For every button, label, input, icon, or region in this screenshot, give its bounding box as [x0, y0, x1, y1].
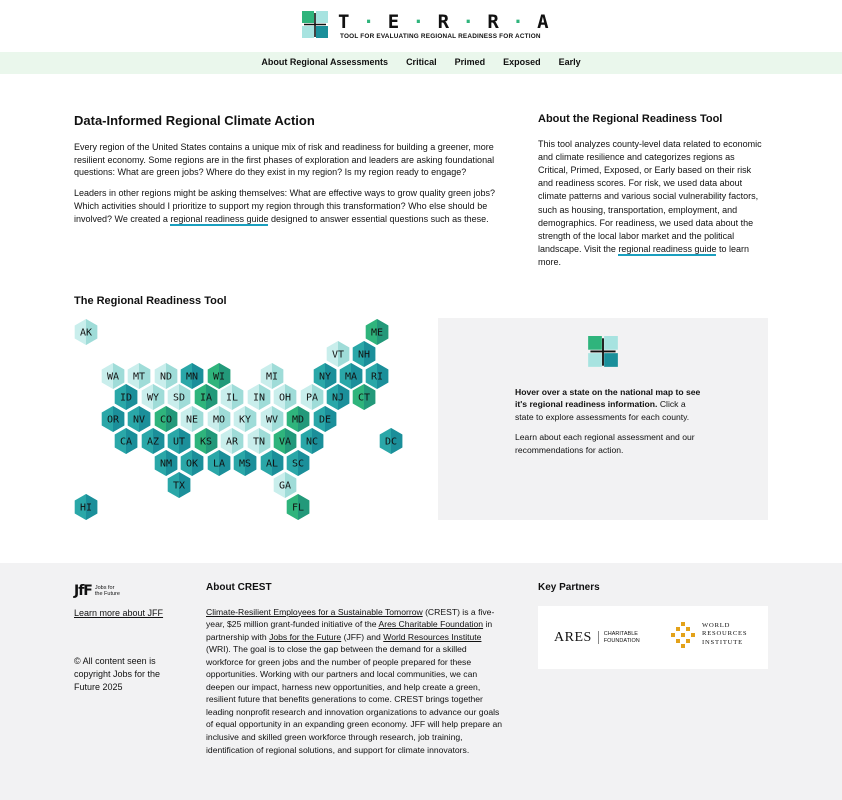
terra-wordmark: T · E · R · R · A	[338, 11, 550, 33]
state-label: VT	[331, 349, 345, 361]
state-wi[interactable]	[208, 363, 231, 389]
state-ms[interactable]	[234, 450, 257, 476]
state-ak[interactable]	[75, 319, 98, 345]
regional-readiness-guide-link[interactable]: regional readiness guide	[170, 213, 269, 224]
state-ma[interactable]	[340, 363, 363, 389]
state-ri[interactable]	[366, 363, 389, 389]
state-label: NY	[318, 371, 332, 383]
state-label: OK	[185, 458, 199, 470]
state-label: MI	[265, 371, 279, 383]
state-tx[interactable]	[168, 472, 191, 498]
state-label: AK	[79, 327, 93, 339]
state-label: NH	[357, 349, 371, 361]
state-nh[interactable]	[353, 341, 376, 367]
state-label: MO	[212, 414, 226, 426]
nav-primed[interactable]: Primed	[454, 57, 486, 68]
terra-logo-icon[interactable]	[302, 11, 328, 39]
state-la[interactable]	[208, 450, 231, 476]
state-hi[interactable]	[75, 494, 98, 520]
state-mn[interactable]	[181, 363, 204, 389]
state-label: VA	[278, 436, 292, 448]
nav-about-regional-assessments[interactable]: About Regional Assessments	[261, 57, 389, 68]
state-label: WY	[146, 392, 160, 404]
state-label: PA	[305, 392, 319, 404]
about-tool-title: About the Regional Readiness Tool	[538, 113, 723, 125]
state-nv[interactable]	[128, 406, 151, 432]
state-al[interactable]	[261, 450, 284, 476]
state-label: UT	[172, 436, 186, 448]
info-panel	[438, 318, 768, 520]
state-dc[interactable]	[380, 428, 403, 454]
intro-section	[74, 112, 504, 233]
state-id[interactable]	[115, 384, 138, 410]
key-partners-title: Key Partners	[538, 582, 600, 593]
state-label: OR	[106, 414, 120, 426]
site-footer	[0, 563, 842, 800]
state-label: KY	[238, 414, 252, 426]
state-label: DE	[318, 414, 332, 426]
state-ks[interactable]	[195, 428, 218, 454]
main-nav	[0, 52, 842, 74]
state-oh[interactable]	[274, 384, 297, 410]
partner-logos	[538, 606, 768, 669]
map-title: The Regional Readiness Tool	[74, 295, 227, 307]
state-label: NJ	[331, 392, 345, 404]
state-wa[interactable]	[102, 363, 125, 389]
state-ky[interactable]	[234, 406, 257, 432]
hex-map	[68, 314, 413, 524]
state-in[interactable]	[248, 384, 271, 410]
intro-paragraph-1: Every region of the United States contains a unique mix of risk and readiness for building a greener, more resilient economy. Some regions are in the first phases of exploration and leaders are asking foundational questions: What are green jobs? Where do they exist in my region? Is my region ready to engage?	[74, 141, 495, 178]
state-nj[interactable]	[327, 384, 350, 410]
hex-map-svg	[68, 314, 413, 524]
about-tool-section	[538, 112, 766, 269]
state-pa[interactable]	[301, 384, 324, 410]
state-label: MA	[344, 371, 358, 383]
state-vt[interactable]	[327, 341, 350, 367]
intro-title: Data-Informed Regional Climate Action	[74, 113, 315, 128]
state-label: ND	[159, 371, 173, 383]
learn-more-jff	[74, 607, 163, 620]
jff-link[interactable]: Jobs for the Future	[269, 631, 342, 642]
state-mi[interactable]	[261, 363, 284, 389]
state-label: WV	[265, 414, 279, 426]
terra-tagline: TOOL FOR EVALUATING REGIONAL READINESS FOR ACTION	[340, 33, 541, 40]
state-label: AR	[225, 436, 239, 448]
state-label: GA	[278, 480, 292, 492]
site-header	[0, 0, 842, 52]
state-sc[interactable]	[287, 450, 310, 476]
state-label: ME	[370, 327, 384, 339]
crest-link[interactable]: Climate-Resilient Employees for a Sustainable Tomorrow	[206, 606, 423, 617]
state-mt[interactable]	[128, 363, 151, 389]
state-nm[interactable]	[155, 450, 178, 476]
state-label: WA	[106, 371, 120, 383]
state-label: NC	[305, 436, 319, 448]
state-label: LA	[212, 458, 226, 470]
state-ia[interactable]	[195, 384, 218, 410]
state-tn[interactable]	[248, 428, 271, 454]
state-label: IA	[199, 392, 213, 404]
learn-more-jff-link[interactable]: Learn more about JFF	[74, 608, 164, 618]
state-label: AL	[265, 458, 279, 470]
state-sd[interactable]	[168, 384, 191, 410]
state-fl[interactable]	[287, 494, 310, 520]
state-label: CT	[357, 392, 371, 404]
state-va[interactable]	[274, 428, 297, 454]
state-label: MS	[238, 458, 252, 470]
wri-link[interactable]: World Resources Institute	[383, 631, 482, 642]
state-ny[interactable]	[314, 363, 337, 389]
about-tool-guide-link[interactable]: regional readiness guide	[618, 243, 717, 254]
wri-logo[interactable]: WORLD RESOURCES INSTITUTE	[670, 622, 754, 648]
state-mo[interactable]	[208, 406, 231, 432]
copyright-text: © All content seen is copyright Jobs for the Future 2025	[74, 656, 161, 693]
state-label: OH	[278, 392, 292, 404]
state-label: DC	[384, 436, 398, 448]
state-de[interactable]	[314, 406, 337, 432]
state-co[interactable]	[155, 406, 178, 432]
nav-critical[interactable]: Critical	[406, 57, 437, 68]
state-label: RI	[370, 371, 384, 383]
state-nc[interactable]	[301, 428, 324, 454]
state-label: TN	[252, 436, 266, 448]
state-label: IL	[225, 392, 239, 404]
state-label: ID	[119, 392, 133, 404]
state-ct[interactable]	[353, 384, 376, 410]
state-label: MD	[291, 414, 305, 426]
state-or[interactable]	[102, 406, 125, 432]
nav-exposed[interactable]: Exposed	[503, 57, 541, 68]
state-ca[interactable]	[115, 428, 138, 454]
state-label: IN	[252, 392, 266, 404]
state-nd[interactable]	[155, 363, 178, 389]
state-ga[interactable]	[274, 472, 297, 498]
state-label: TX	[172, 480, 186, 492]
nav-early[interactable]: Early	[558, 57, 581, 68]
intro-paragraph-2: Leaders in other regions might be asking themselves: What are effective ways to grow quality green jobs? Which activities should I prioritize to support my region through this transformation? Who else should be involved? We created a regional readiness guide designed to answer essential questions such as these.	[74, 188, 496, 224]
state-label: FL	[291, 502, 305, 514]
state-wv[interactable]	[261, 406, 284, 432]
state-label: SC	[291, 458, 305, 470]
state-label: MN	[185, 371, 199, 383]
state-ar[interactable]	[221, 428, 244, 454]
state-ne[interactable]	[181, 406, 204, 432]
state-label: MT	[132, 371, 146, 383]
state-wy[interactable]	[142, 384, 165, 410]
state-label: SD	[172, 392, 186, 404]
state-label: CA	[119, 436, 133, 448]
state-label: AZ	[146, 436, 160, 448]
about-crest-title: About CREST	[206, 582, 272, 593]
state-ut[interactable]	[168, 428, 191, 454]
state-label: WI	[212, 371, 226, 383]
about-crest-text: Climate-Resilient Employees for a Sustainable Tomorrow (CREST) is a five-year, $25 million grant-funded initiative of the Ares Charitable Foundation in partnership with Jobs for the Future (JFF) and World Resources Institute (WRI). The goal is to close the gap between the demand for a skilled workforce for green jobs and the number of people prepared for these opportunities. Working with our partners and local communities, we can deepen our impact, harness new opportunities, and help create a green, resilient future that benefits generations to come. CREST brings together leading nonprofit research and innovation organizations to advance our goals of equal opportunity in an expanding green economy. JFF will help prepare an inclusive and skilled green workforce through research, job training, identification of regional solutions, and support for climate innovators.	[206, 606, 503, 755]
ares-link[interactable]: Ares Charitable Foundation	[378, 619, 484, 630]
wri-emblem-icon	[670, 622, 696, 648]
state-ok[interactable]	[181, 450, 204, 476]
state-label: KS	[199, 436, 213, 448]
state-md[interactable]	[287, 406, 310, 432]
ares-logo[interactable]: ARES CHARITABLE FOUNDATION	[554, 628, 646, 648]
about-crest-section	[206, 581, 506, 756]
state-az[interactable]	[142, 428, 165, 454]
state-me[interactable]	[366, 319, 389, 345]
state-label: NV	[132, 414, 146, 426]
info-panel-text: Hover over a state on the national map to see it's regional readiness information. Click a state to explore assessments for each county. Learn about each regional assessment and our recommendations for action.	[515, 387, 701, 455]
terra-mark-icon	[587, 336, 619, 368]
state-label: HI	[79, 502, 93, 514]
jff-logo[interactable]: JfF Jobs for the Future	[74, 583, 120, 599]
key-partners-section	[538, 581, 768, 669]
state-label: NE	[185, 414, 199, 426]
state-il[interactable]	[221, 384, 244, 410]
state-label: NM	[159, 458, 173, 470]
about-tool-text: This tool analyzes county-level data related to economic and climate resilience and categorizes regions as Critical, Primed, Exposed, or Early based on their risk and readiness scores. For risk, we used data about climate patterns and various social vulnerability factors, such as housing, transportation, employment, and demographics. For readiness, we used data about the strength of the local labor market and the political landscape. Visit the regional readiness guide to learn more.	[538, 138, 762, 268]
state-label: CO	[159, 414, 173, 426]
